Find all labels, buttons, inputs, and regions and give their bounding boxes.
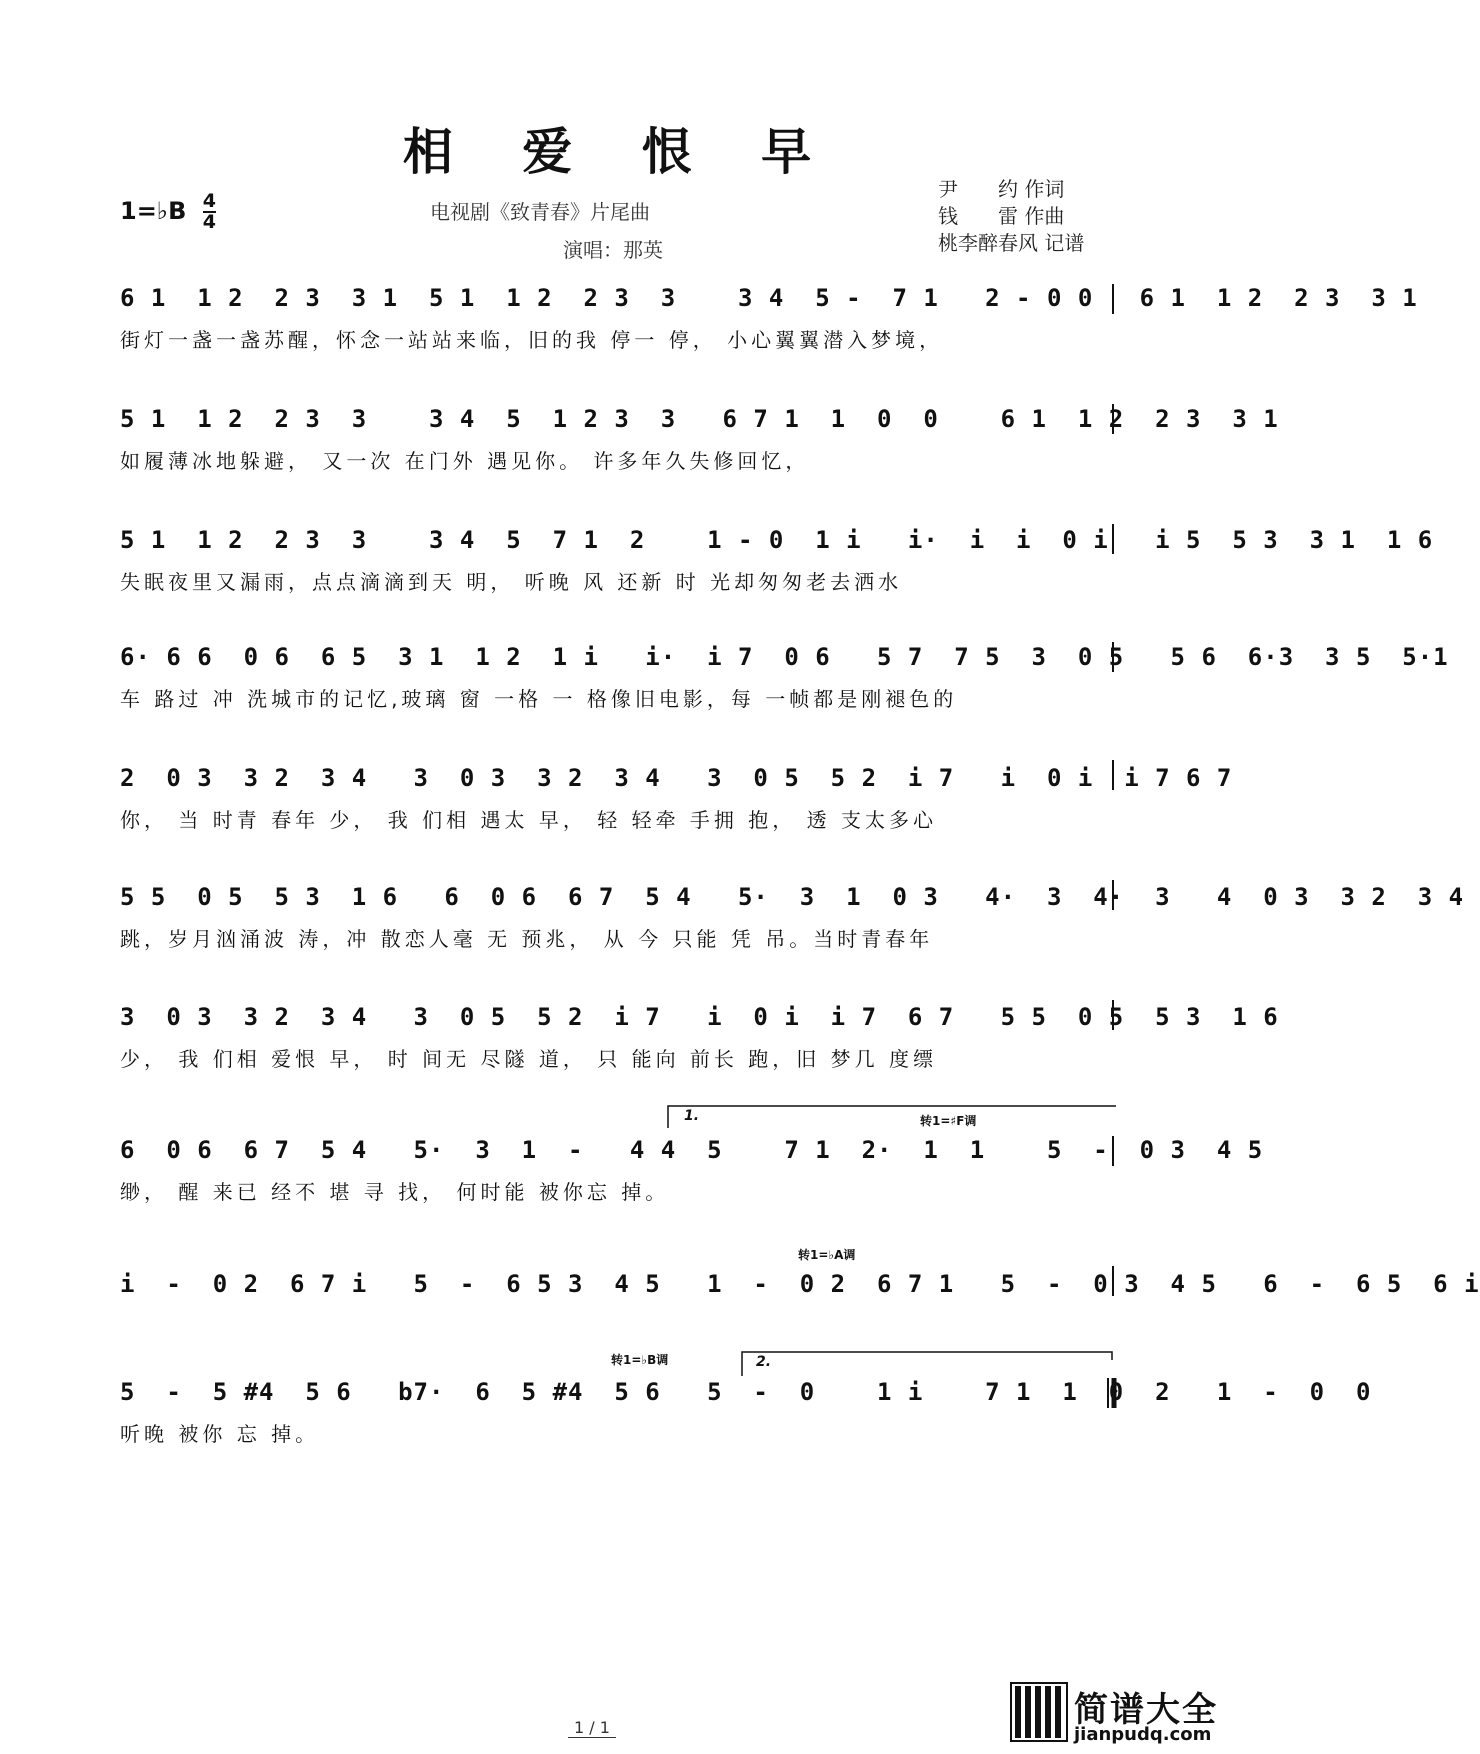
- logo-url: jianpudq.com: [1074, 1724, 1212, 1745]
- note-row: i - 0 2 6 7 i 5 - 6 5 3 4 5 1 - 0 2 6 7 1 5 - 0 3 4 5 6 - 6 5 6 i: [120, 1270, 1480, 1298]
- site-logo: [1010, 1682, 1230, 1746]
- note-row: 6 1 1 2 2 3 3 1 5 1 1 2 2 3 3 3 4 5 - 7 1 2 - 0 0 6 1 1 2 2 3 3 1: [120, 284, 1418, 312]
- credit-lyricist: 尹 约 作词: [938, 177, 1065, 201]
- note-row: 6 0 6 6 7 5 4 5· 3 1 - 4 4 5 7 1 2· 1 1 5 - 0 3 4 5: [120, 1136, 1264, 1164]
- logo-name: 简谱大全: [1074, 1690, 1218, 1730]
- lyric-row: 你， 当 时青 春年 少， 我 们相 遇太 早， 轻 轻牵 手拥 抱， 透 支太多心: [120, 808, 938, 832]
- song-title: 相 爱 恨 早: [402, 122, 838, 181]
- song-subtitle: 电视剧《致青春》片尾曲: [430, 200, 650, 224]
- volta-bracket-1: [668, 1106, 1116, 1128]
- modulation-f: 转1=♯F调: [920, 1114, 977, 1128]
- lyric-row: 车 路过 冲 洗城市的记忆,玻璃 窗 一格 一 格像旧电影，每 一帧都是刚褪色的: [120, 687, 958, 711]
- credit-transcriber: 桃李醉春风 记谱: [938, 231, 1085, 255]
- time-bottom: 4: [202, 211, 217, 233]
- page-number: 1 / 1: [568, 1718, 616, 1738]
- credit-composer: 钱 雷 作曲: [938, 204, 1065, 228]
- volta-brackets: [668, 1106, 1116, 1376]
- time-top: 4: [202, 190, 217, 212]
- piano-icon: [1010, 1682, 1068, 1742]
- modulation-a: 转1=♭A调: [798, 1248, 856, 1262]
- volta-1-label: 1.: [684, 1108, 700, 1124]
- volta-2-label: 2.: [756, 1354, 772, 1370]
- modulation-b: 转1=♭B调: [611, 1353, 669, 1367]
- key-label: 1=♭B: [120, 197, 187, 225]
- note-row: 2 0 3 3 2 3 4 3 0 3 3 2 3 4 3 0 5 5 2 i 7 i 0 i i 7 6 7: [120, 764, 1233, 792]
- lyric-row: 如履薄冰地躲避， 又一次 在门外 遇见你。 许多年久失修回忆，: [120, 449, 810, 473]
- note-row: 5 1 1 2 2 3 3 3 4 5 7 1 2 1 - 0 1 i i· i i 0 i i 5 5 3 3 1 1 6: [120, 526, 1434, 554]
- note-row: 6· 6 6 0 6 6 5 3 1 1 2 1 i i· i 7 0 6 5 7 7 5 3 0 5 5 6 6·3 3 5 5·1: [120, 643, 1449, 671]
- lyric-row: 缈， 醒 来已 经不 堪 寻 找， 何时能 被你忘 掉。: [120, 1180, 670, 1204]
- barlines: [1108, 284, 1114, 1408]
- lyric-row: 街灯一盏一盏苏醒，怀念一站站来临，旧的我 停一 停， 小心翼翼潜入梦境，: [120, 328, 944, 352]
- lyric-row: 失眠夜里又漏雨，点点滴滴到天 明， 听晚 风 还新 时 光却匆匆老去洒水: [120, 570, 903, 594]
- lyric-row: 听晚 被你 忘 掉。: [120, 1422, 320, 1446]
- note-row: 3 0 3 3 2 3 4 3 0 5 5 2 i 7 i 0 i i 7 6 7 5 5 0 5 5 3 1 6: [120, 1003, 1279, 1031]
- lyric-row: 少， 我 们相 爱恨 早， 时 间无 尽隧 道， 只 能向 前长 跑，旧 梦几 度缥: [120, 1047, 938, 1071]
- song-singer: 演唱：那英: [563, 238, 663, 262]
- note-row: 5 - 5 #4 5 6 b7· 6 5 #4 5 6 5 - 0 1 i 7 1 1 0 2 1 - 0 0: [120, 1378, 1372, 1406]
- lyric-row: 跳，岁月汹涌波 涛，冲 散恋人毫 无 预兆， 从 今 只能 凭 吊。当时青春年: [120, 927, 934, 951]
- note-row: 5 5 0 5 5 3 1 6 6 0 6 6 7 5 4 5· 3 1 0 3 4· 3 4· 3 4 0 3 3 2 3 4: [120, 883, 1465, 911]
- note-row: 5 1 1 2 2 3 3 3 4 5 1 2 3 3 6 7 1 1 0 0 6 1 1 2 2 3 3 1: [120, 405, 1279, 433]
- volta-bracket-2: [742, 1352, 1112, 1376]
